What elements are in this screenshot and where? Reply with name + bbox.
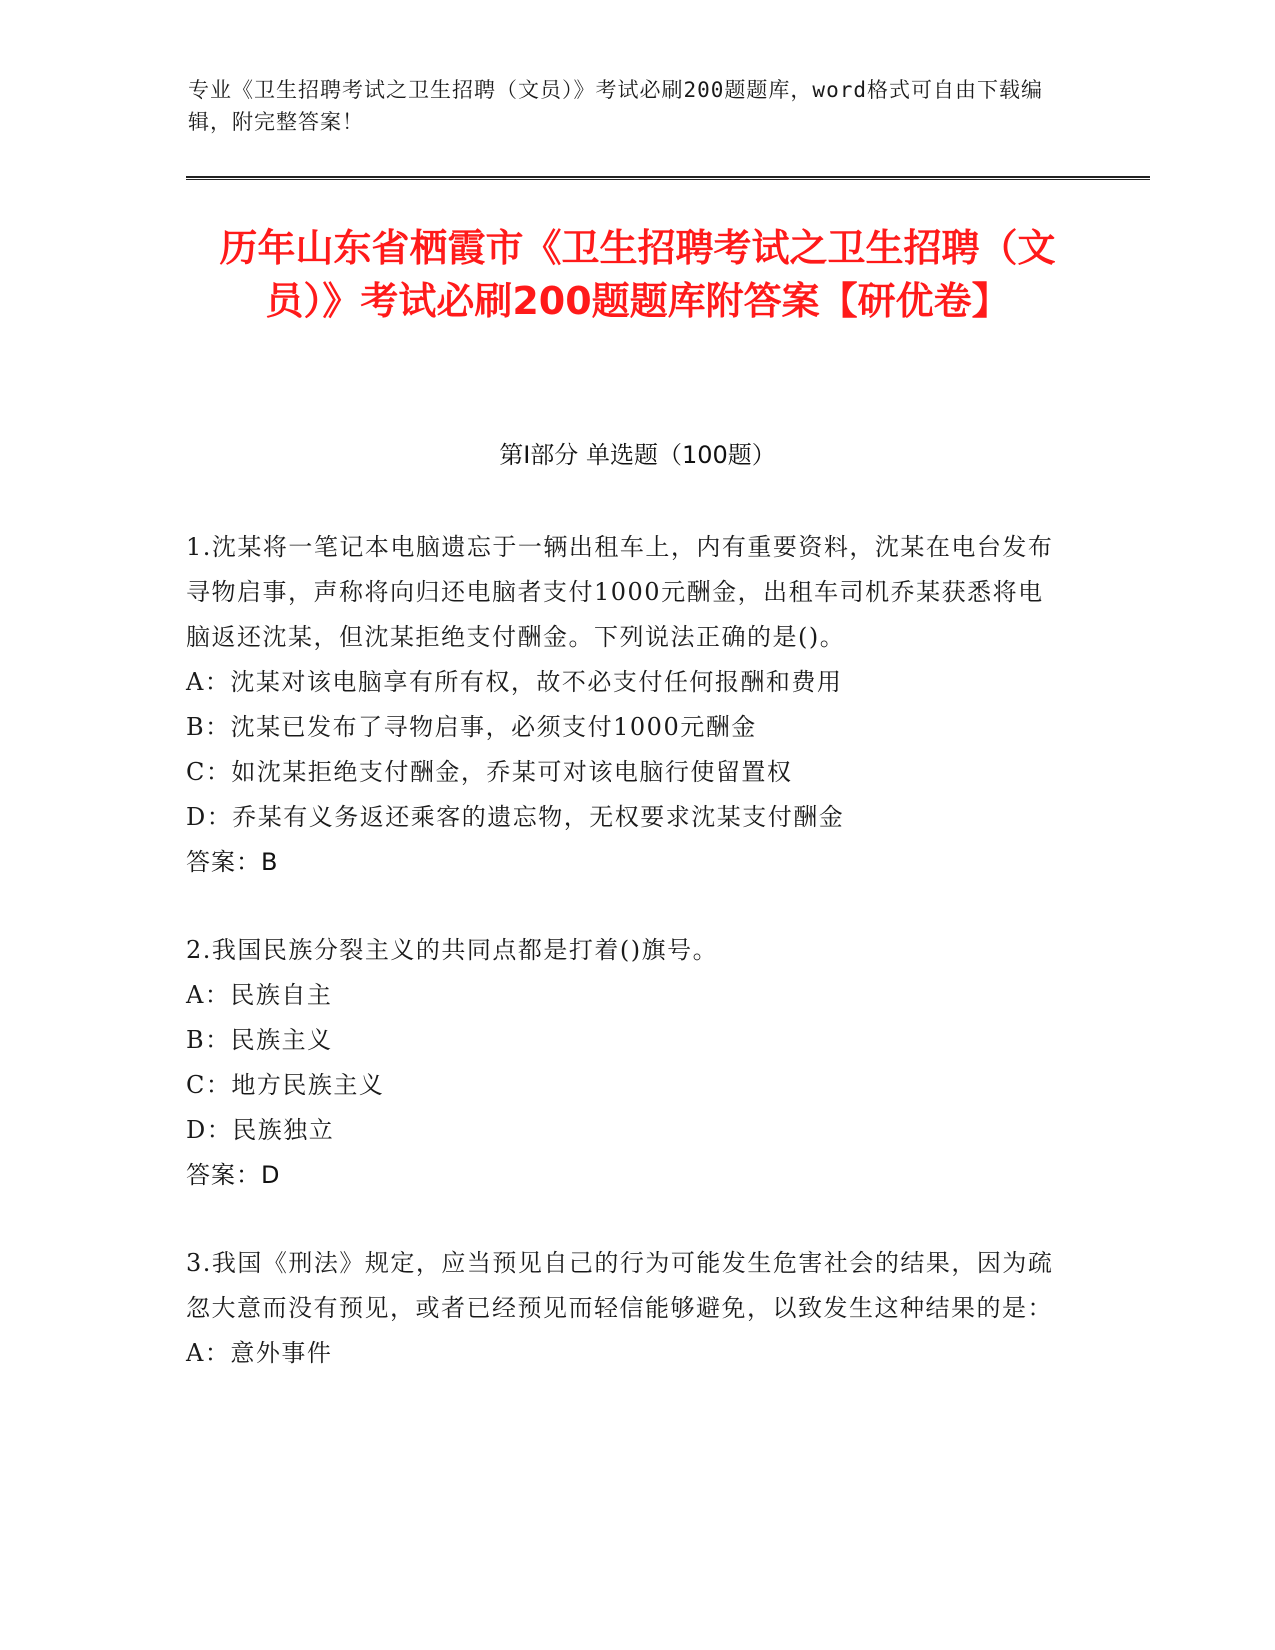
answer-line: 答案：D	[186, 1161, 281, 1189]
question-1	[186, 525, 1066, 885]
header-divider	[186, 176, 1150, 180]
option-a: A：民族自主	[186, 981, 333, 1009]
question-3	[186, 1241, 1066, 1376]
option-b: B：民族主义	[186, 1026, 333, 1054]
option-c: C：如沈某拒绝支付酬金，乔某可对该电脑行使留置权	[186, 758, 793, 786]
section-heading: 第Ⅰ部分 单选题（100题）	[499, 441, 776, 469]
question-stem: 1.沈某将一笔记本电脑遗忘于一辆出租车上，内有重要资料，沈某在电台发布寻物启事，声称将向归还电脑者支付1000元酬金，出租车司机乔某获悉将电脑返还沈某，但沈某拒绝支付酬金。下列说法正确的是()。	[186, 533, 1054, 651]
option-d: D：民族独立	[186, 1116, 335, 1144]
header-note: 专业《卫生招聘考试之卫生招聘（文员）》考试必刷200题题库，word格式可自由下载编辑，附完整答案！	[188, 78, 1043, 134]
question-spacer	[186, 1198, 1066, 1241]
answer-line: 答案：B	[186, 848, 279, 876]
question-2	[186, 928, 1066, 1198]
option-b: B：沈某已发布了寻物启事，必须支付1000元酬金	[186, 713, 757, 741]
document-title: 历年山东省栖霞市《卫生招聘考试之卫生招聘（文员）》考试必刷200题题库附答案【研优卷】	[219, 226, 1056, 323]
question-stem: 3.我国《刑法》规定，应当预见自己的行为可能发生危害社会的结果，因为疏忽大意而没有预见，或者已经预见而轻信能够避免，以致发生这种结果的是：	[186, 1249, 1054, 1322]
option-c: C：地方民族主义	[186, 1071, 385, 1099]
question-list	[186, 525, 1066, 1376]
option-d: D：乔某有义务返还乘客的遗忘物，无权要求沈某支付酬金	[186, 803, 845, 831]
question-spacer	[186, 885, 1066, 928]
option-a: A：意外事件	[186, 1339, 333, 1367]
question-stem: 2.我国民族分裂主义的共同点都是打着()旗号。	[186, 936, 719, 964]
option-a: A：沈某对该电脑享有所有权，故不必支付任何报酬和费用	[186, 668, 843, 696]
